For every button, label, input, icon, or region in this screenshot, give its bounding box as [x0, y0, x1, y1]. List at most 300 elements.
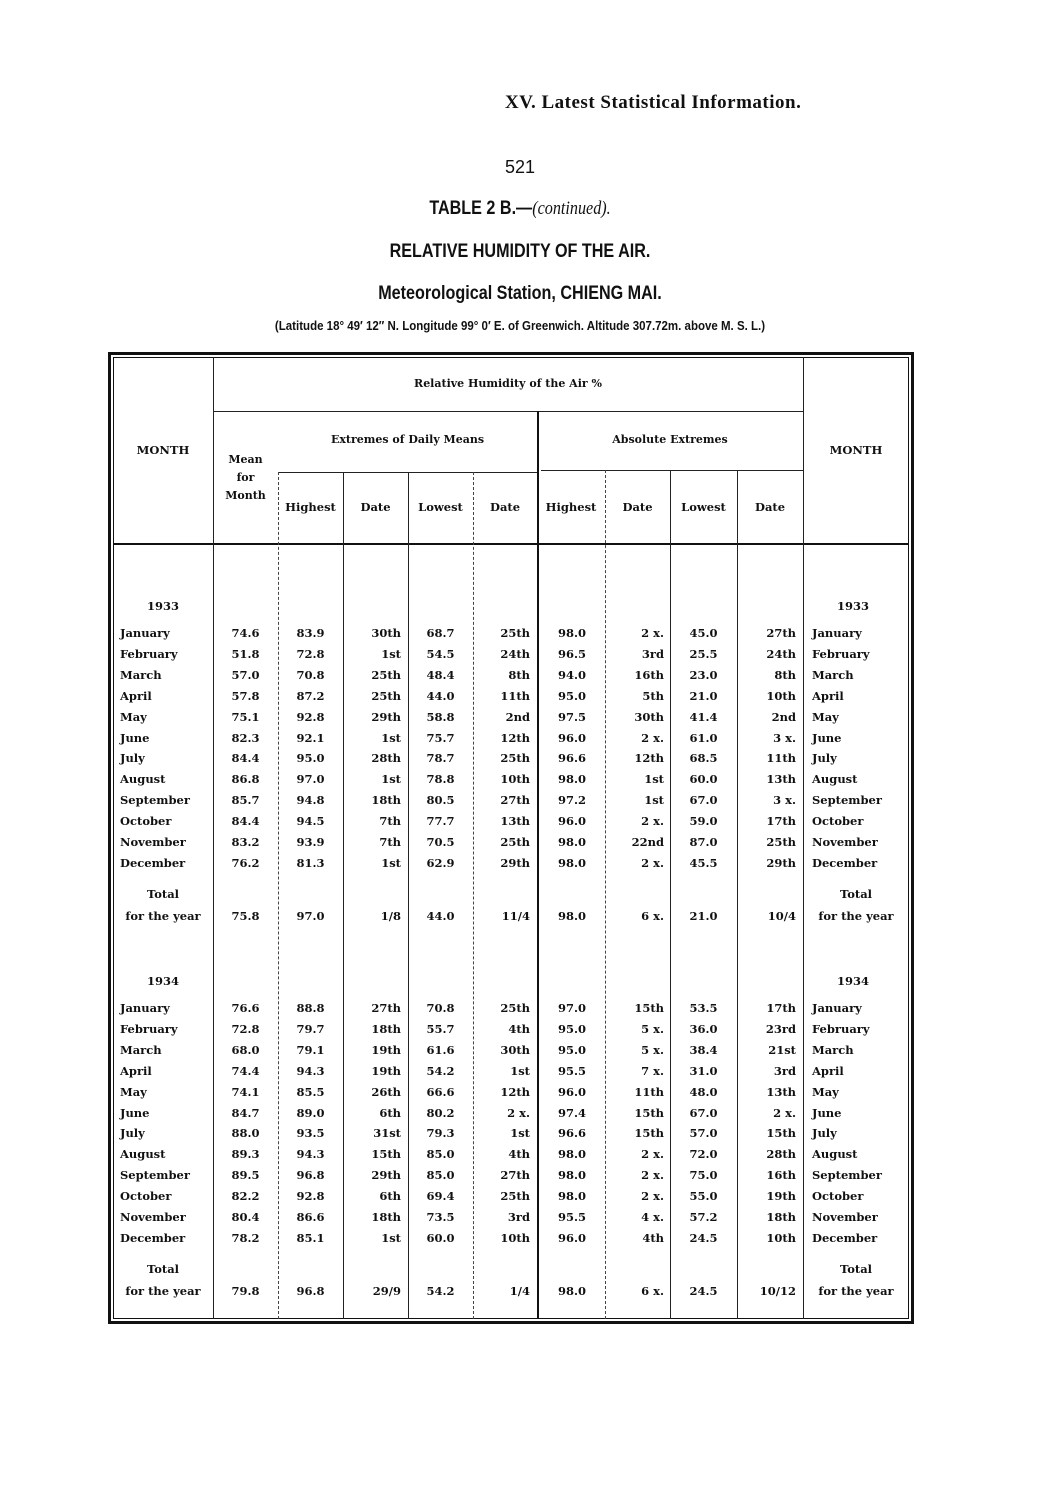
cell-daily-highest-date: 29th [371, 709, 401, 724]
cell-daily-highest: 94.3 [296, 1147, 325, 1162]
cell-abs-highest-date: 15th [634, 1105, 664, 1120]
cell-abs-lowest-date: 28th [766, 1147, 796, 1162]
total-cell-abs-highest: 98.0 [557, 908, 586, 923]
cell-daily-highest: 94.3 [296, 1063, 325, 1078]
cell-abs-lowest: 68.5 [689, 751, 718, 766]
cell-daily-lowest-date: 12th [500, 1084, 530, 1099]
header-month-left: MONTH [136, 443, 190, 457]
header-daily-highest: Highest [285, 500, 336, 514]
cell-mean: 84.4 [231, 814, 260, 829]
month-label-right: July [812, 751, 837, 766]
cell-abs-highest: 98.0 [557, 772, 586, 787]
cell-abs-highest-date: 16th [634, 667, 664, 682]
cell-mean: 80.4 [231, 1210, 260, 1224]
header-mean-line3: Month [225, 489, 266, 502]
header-abs-highest: Highest [545, 500, 597, 514]
table-title: RELATIVE HUMIDITY OF THE AIR. [389, 241, 651, 262]
cell-mean: 83.2 [231, 835, 260, 849]
cell-mean: 82.3 [231, 730, 260, 745]
cell-daily-lowest-date: 10th [500, 1230, 530, 1245]
cell-abs-lowest: 48.0 [689, 1084, 718, 1099]
cell-abs-lowest: 25.5 [689, 646, 718, 661]
cell-daily-highest-date: 7th [379, 814, 401, 829]
cell-mean: 84.4 [231, 751, 260, 766]
cell-daily-highest-date: 18th [371, 1210, 401, 1224]
cell-daily-highest: 97.0 [296, 772, 325, 787]
cell-abs-highest: 95.0 [557, 1021, 586, 1036]
cell-abs-lowest-date: 17th [766, 1001, 796, 1015]
cell-daily-highest-date: 25th [371, 688, 401, 703]
cell-daily-highest: 95.0 [296, 751, 325, 766]
cell-daily-highest: 93.5 [296, 1126, 325, 1141]
month-label-right: September [812, 1168, 882, 1183]
month-label-right: February [812, 1021, 870, 1036]
cell-abs-lowest: 41.4 [689, 709, 718, 724]
cell-abs-highest: 96.0 [557, 814, 586, 829]
cell-abs-lowest-date: 18th [766, 1210, 796, 1224]
cell-daily-lowest: 44.0 [426, 688, 455, 703]
cell-daily-lowest-date: 2nd [505, 709, 530, 724]
cell-daily-lowest: 54.2 [426, 1063, 455, 1078]
cell-daily-highest: 94.8 [296, 793, 325, 808]
page-number: 521 [504, 157, 536, 177]
cell-abs-lowest-date: 2 x. [773, 1105, 796, 1120]
cell-daily-lowest-date: 1st [510, 1063, 530, 1078]
month-label-left: November [120, 835, 186, 849]
cell-abs-highest: 97.5 [557, 709, 586, 724]
cell-daily-lowest: 78.7 [426, 751, 455, 766]
total-cell-daily-lowest-date: 11/4 [501, 908, 530, 923]
header-mean-line1: Mean [228, 453, 263, 466]
cell-abs-lowest-date: 10th [766, 688, 796, 703]
cell-daily-highest: 96.8 [296, 1168, 325, 1183]
table-label [78, 198, 962, 220]
running-head: XV. Latest Statistical Information. [505, 92, 802, 113]
cell-daily-highest-date: 1st [381, 646, 401, 661]
cell-abs-highest-date: 2 x. [641, 855, 664, 870]
cell-daily-highest-date: 19th [371, 1063, 401, 1078]
header-absolute-extremes: Absolute Extremes [612, 433, 728, 446]
cell-abs-lowest-date: 25th [766, 835, 796, 849]
cell-abs-lowest: 31.0 [689, 1063, 718, 1078]
total-label-line2-left: for the year [125, 1283, 201, 1298]
cell-abs-highest-date: 22nd [631, 835, 664, 849]
header-relative-humidity: Relative Humidity of the Air % [414, 377, 602, 390]
total-label-line1-left: Total [146, 886, 180, 901]
header-daily-lowest-date: Date [489, 500, 521, 514]
cell-abs-highest-date: 2 x. [641, 1168, 664, 1183]
cell-mean: 74.6 [231, 626, 260, 640]
cell-abs-highest: 95.0 [557, 1042, 586, 1057]
header-divider-absolute [541, 470, 803, 471]
header-extremes-daily-means: Extremes of Daily Means [330, 433, 485, 446]
cell-abs-lowest-date: 19th [766, 1189, 796, 1204]
cell-daily-highest: 81.3 [296, 855, 325, 870]
month-label-left: June [120, 730, 150, 745]
month-label-left: January [120, 1001, 170, 1015]
month-label-left: March [120, 667, 162, 682]
cell-daily-highest: 72.8 [296, 646, 325, 661]
cell-daily-lowest-date: 13th [500, 814, 530, 829]
month-label-right: January [812, 1001, 862, 1015]
cell-abs-lowest: 57.0 [689, 1126, 718, 1141]
month-label-right: August [812, 772, 858, 787]
cell-abs-highest: 96.0 [557, 1084, 586, 1099]
month-label-left: May [120, 1084, 147, 1099]
cell-daily-lowest-date: 29th [500, 855, 530, 870]
cell-daily-lowest: 48.4 [426, 667, 455, 682]
cell-abs-lowest-date: 2nd [771, 709, 796, 724]
cell-abs-lowest-date: 11th [766, 751, 796, 766]
cell-abs-lowest-date: 13th [766, 772, 796, 787]
cell-daily-highest-date: 1st [381, 772, 401, 787]
cell-abs-highest: 96.6 [557, 1126, 586, 1141]
cell-daily-highest: 92.8 [296, 709, 325, 724]
cell-abs-highest: 98.0 [557, 1189, 586, 1204]
cell-abs-lowest-date: 23rd [765, 1021, 796, 1036]
cell-daily-highest-date: 6th [379, 1189, 401, 1204]
month-label-left: March [120, 1042, 162, 1057]
cell-mean: 78.2 [231, 1230, 260, 1245]
cell-daily-highest: 92.8 [296, 1189, 325, 1204]
cell-abs-highest: 97.4 [557, 1105, 586, 1120]
cell-daily-highest: 83.9 [296, 626, 325, 640]
cell-daily-highest: 70.8 [296, 667, 325, 682]
cell-daily-lowest-date: 25th [500, 835, 530, 849]
month-label-left: July [120, 751, 145, 766]
cell-abs-lowest: 61.0 [689, 730, 718, 745]
cell-mean: 82.2 [231, 1189, 260, 1204]
cell-mean: 57.8 [231, 688, 260, 703]
cell-daily-lowest: 77.7 [426, 814, 455, 829]
cell-daily-lowest-date: 4th [508, 1021, 530, 1036]
month-label-left: July [120, 1126, 145, 1141]
header-abs-lowest-date: Date [754, 500, 786, 514]
month-label-right: December [812, 855, 878, 870]
cell-daily-highest-date: 28th [371, 751, 401, 766]
month-label-right: August [812, 1147, 858, 1162]
cell-daily-lowest: 61.6 [426, 1042, 455, 1057]
cell-abs-lowest-date: 27th [766, 626, 796, 640]
cell-daily-lowest-date: 25th [500, 626, 530, 640]
cell-daily-highest-date: 1st [381, 1230, 401, 1245]
month-label-right: November [812, 835, 878, 849]
total-cell-mean: 79.8 [231, 1283, 260, 1298]
cell-daily-highest-date: 18th [371, 1021, 401, 1036]
cell-abs-lowest: 38.4 [689, 1042, 718, 1057]
cell-mean: 72.8 [231, 1021, 260, 1036]
cell-abs-lowest-date: 24th [766, 646, 796, 661]
cell-daily-highest: 85.1 [296, 1230, 325, 1245]
cell-abs-highest-date: 12th [634, 751, 664, 766]
cell-abs-highest-date: 4 x. [641, 1210, 664, 1224]
cell-abs-highest: 98.0 [557, 855, 586, 870]
table-number: TABLE 2 B.— [429, 198, 533, 219]
cell-daily-lowest: 78.8 [426, 772, 455, 787]
cell-daily-highest-date: 29th [371, 1168, 401, 1183]
cell-mean: 89.5 [231, 1168, 260, 1183]
month-label-left: September [120, 1168, 190, 1183]
cell-daily-lowest: 79.3 [426, 1126, 455, 1141]
cell-abs-highest-date: 2 x. [641, 814, 664, 829]
cell-abs-highest: 94.0 [557, 667, 586, 682]
cell-daily-highest: 92.1 [296, 730, 325, 745]
cell-daily-lowest: 54.5 [426, 646, 455, 661]
total-cell-abs-lowest-date: 10/12 [759, 1283, 796, 1298]
cell-abs-highest-date: 2 x. [641, 626, 664, 640]
month-label-left: June [120, 1105, 150, 1120]
cell-mean: 75.1 [231, 709, 260, 724]
cell-daily-lowest-date: 25th [500, 1189, 530, 1204]
cell-abs-highest-date: 5th [642, 688, 664, 703]
cell-mean: 88.0 [231, 1126, 260, 1141]
cell-abs-lowest-date: 15th [766, 1126, 796, 1141]
header-abs-highest-date: Date [622, 500, 653, 514]
cell-daily-lowest-date: 12th [500, 730, 530, 745]
month-label-right: March [812, 1042, 854, 1057]
cell-abs-highest-date: 15th [634, 1001, 664, 1015]
cell-mean: 89.3 [231, 1147, 260, 1162]
cell-daily-lowest: 73.5 [426, 1210, 455, 1224]
cell-daily-highest: 88.8 [296, 1001, 325, 1015]
cell-daily-lowest: 66.6 [426, 1084, 455, 1099]
cell-abs-lowest-date: 8th [774, 667, 796, 682]
month-label-right: September [812, 793, 882, 808]
month-label-left: April [120, 688, 152, 703]
month-label-right: February [812, 646, 870, 661]
cell-daily-highest: 87.2 [296, 688, 325, 703]
cell-daily-lowest-date: 30th [500, 1042, 530, 1057]
cell-daily-lowest-date: 4th [508, 1147, 530, 1162]
station-name: Meteorological Station, CHIENG MAI. [378, 283, 662, 304]
station-coordinates: (Latitude 18° 49′ 12″ N. Longitude 99° 0′ E. of Greenwich. Altitude 307.72m. above M. S. L.) [274, 319, 766, 333]
cell-abs-highest: 97.2 [557, 793, 586, 808]
cell-daily-lowest-date: 25th [500, 1001, 530, 1015]
cell-daily-lowest: 60.0 [426, 1230, 455, 1245]
month-label-right: June [812, 730, 842, 745]
month-label-right: July [812, 1126, 837, 1141]
month-label-right: March [812, 667, 854, 682]
total-label-line1-right: Total [839, 886, 873, 901]
cell-abs-highest-date: 5 x. [641, 1042, 664, 1057]
cell-daily-lowest: 75.7 [426, 730, 455, 745]
cell-mean: 68.0 [231, 1042, 260, 1057]
header-daily-lowest: Lowest [418, 500, 463, 514]
cell-daily-highest: 94.5 [296, 814, 325, 829]
month-label-left: February [120, 1021, 178, 1036]
cell-abs-lowest-date: 10th [766, 1230, 796, 1245]
cell-daily-highest-date: 25th [371, 667, 401, 682]
cell-abs-lowest: 87.0 [689, 835, 718, 849]
header-month-right: MONTH [829, 443, 883, 457]
cell-abs-highest-date: 11th [634, 1084, 664, 1099]
cell-abs-highest: 98.0 [557, 626, 586, 640]
cell-abs-lowest-date: 3rd [773, 1063, 796, 1078]
cell-abs-lowest: 45.0 [689, 626, 718, 640]
cell-daily-highest-date: 19th [371, 1042, 401, 1057]
cell-abs-highest: 98.0 [557, 1147, 586, 1162]
cell-abs-lowest: 45.5 [689, 855, 718, 870]
month-label-right: December [812, 1230, 878, 1245]
month-label-left: October [120, 814, 172, 829]
cell-daily-lowest: 62.9 [426, 855, 455, 870]
total-label-line1-left: Total [146, 1261, 180, 1276]
month-label-left: November [120, 1210, 186, 1224]
cell-daily-highest-date: 15th [371, 1147, 401, 1162]
cell-abs-lowest: 23.0 [689, 667, 718, 682]
cell-daily-lowest: 68.7 [426, 626, 455, 640]
month-label-left: October [120, 1189, 172, 1204]
cell-abs-highest: 98.0 [557, 1168, 586, 1183]
month-label-right: October [812, 814, 864, 829]
cell-daily-lowest-date: 1st [510, 1126, 530, 1141]
cell-daily-lowest: 69.4 [426, 1189, 455, 1204]
cell-daily-lowest-date: 25th [500, 751, 530, 766]
cell-abs-highest-date: 1st [644, 793, 664, 808]
cell-abs-lowest: 67.0 [689, 793, 718, 808]
month-label-right: October [812, 1189, 864, 1204]
month-label-left: December [120, 855, 186, 870]
month-label-left: August [120, 772, 166, 787]
cell-daily-lowest: 80.2 [426, 1105, 455, 1120]
cell-daily-lowest-date: 24th [500, 646, 530, 661]
cell-abs-highest: 97.0 [557, 1001, 586, 1015]
cell-abs-highest: 95.0 [557, 688, 586, 703]
cell-abs-lowest: 21.0 [689, 688, 718, 703]
cell-daily-highest: 86.6 [296, 1210, 325, 1224]
cell-abs-highest-date: 4th [642, 1230, 664, 1245]
cell-abs-highest: 96.0 [557, 730, 586, 745]
cell-daily-highest-date: 7th [379, 835, 401, 849]
month-label-right: November [812, 1210, 878, 1224]
cell-daily-highest-date: 27th [371, 1001, 401, 1015]
cell-abs-highest-date: 7 x. [641, 1063, 664, 1078]
cell-mean: 51.8 [231, 646, 260, 661]
cell-abs-highest-date: 2 x. [641, 730, 664, 745]
total-cell-daily-lowest: 44.0 [426, 908, 455, 923]
month-label-left: August [120, 1147, 166, 1162]
total-cell-daily-highest-date: 1/8 [380, 908, 401, 923]
total-cell-abs-lowest: 21.0 [689, 908, 718, 923]
cell-abs-highest: 96.5 [557, 646, 586, 661]
month-label-right: April [812, 688, 844, 703]
cell-abs-highest: 96.0 [557, 1230, 586, 1245]
cell-daily-highest-date: 1st [381, 730, 401, 745]
cell-daily-lowest-date: 8th [508, 667, 530, 682]
cell-daily-lowest: 70.5 [426, 835, 455, 849]
cell-abs-highest-date: 1st [644, 772, 664, 787]
cell-daily-highest: 85.5 [296, 1084, 325, 1099]
cell-abs-lowest-date: 3 x. [773, 730, 796, 745]
month-label-right: May [812, 709, 839, 724]
cell-daily-lowest: 58.8 [426, 709, 455, 724]
header-mean-line2: for [236, 471, 255, 484]
total-cell-mean: 75.8 [231, 908, 260, 923]
month-label-right: June [812, 1105, 842, 1120]
cell-abs-highest: 95.5 [557, 1210, 586, 1224]
cell-daily-lowest-date: 10th [500, 772, 530, 787]
year-label-left: 1933 [146, 599, 179, 613]
header-mean-for-month [213, 451, 278, 505]
cell-mean: 74.1 [231, 1084, 260, 1099]
cell-mean: 84.7 [231, 1105, 260, 1120]
cell-mean: 74.4 [231, 1063, 260, 1078]
cell-daily-highest-date: 26th [371, 1084, 401, 1099]
total-cell-daily-lowest: 54.2 [426, 1283, 455, 1298]
cell-abs-lowest: 59.0 [689, 814, 718, 829]
cell-daily-highest-date: 31st [373, 1126, 401, 1141]
cell-abs-lowest: 67.0 [689, 1105, 718, 1120]
cell-daily-lowest: 55.7 [426, 1021, 455, 1036]
total-cell-daily-lowest-date: 1/4 [509, 1283, 530, 1298]
table-continued: (continued). [532, 198, 611, 219]
cell-abs-lowest: 53.5 [689, 1001, 718, 1015]
cell-abs-highest-date: 2 x. [641, 1189, 664, 1204]
month-label-right: May [812, 1084, 839, 1099]
cell-mean: 57.0 [231, 667, 260, 682]
cell-abs-lowest: 24.5 [689, 1230, 718, 1245]
month-label-left: September [120, 793, 190, 808]
year-label-right: 1934 [836, 974, 869, 988]
col-rule-month-right [803, 357, 804, 1319]
cell-abs-lowest: 57.2 [689, 1210, 718, 1224]
cell-abs-lowest: 36.0 [689, 1021, 718, 1036]
cell-daily-lowest-date: 27th [500, 793, 530, 808]
total-cell-abs-highest-date: 6 x. [641, 908, 664, 923]
cell-daily-highest: 79.7 [296, 1021, 325, 1036]
total-cell-abs-lowest-date: 10/4 [767, 908, 796, 923]
year-label-right: 1933 [836, 599, 869, 613]
cell-daily-highest-date: 18th [371, 793, 401, 808]
month-label-left: January [120, 626, 170, 640]
cell-daily-lowest: 85.0 [426, 1168, 455, 1183]
year-label-left: 1934 [146, 974, 179, 988]
cell-mean: 76.2 [231, 855, 260, 870]
cell-abs-lowest-date: 29th [766, 855, 796, 870]
cell-abs-highest: 98.0 [557, 835, 586, 849]
cell-daily-highest: 79.1 [296, 1042, 325, 1057]
cell-daily-highest: 93.9 [296, 835, 325, 849]
month-label-left: December [120, 1230, 186, 1245]
header-bottom-rule [113, 543, 909, 545]
total-cell-abs-highest: 98.0 [557, 1283, 586, 1298]
cell-daily-lowest-date: 3rd [507, 1210, 530, 1224]
total-label-line1-right: Total [839, 1261, 873, 1276]
total-cell-daily-highest: 96.8 [296, 1283, 325, 1298]
cell-abs-lowest: 72.0 [689, 1147, 718, 1162]
cell-daily-lowest-date: 27th [500, 1168, 530, 1183]
month-label-left: April [120, 1063, 152, 1078]
cell-abs-highest-date: 5 x. [641, 1021, 664, 1036]
month-label-left: May [120, 709, 147, 724]
cell-mean: 86.8 [231, 772, 260, 787]
cell-abs-lowest: 60.0 [689, 772, 718, 787]
month-label-left: February [120, 646, 178, 661]
cell-abs-highest-date: 2 x. [641, 1147, 664, 1162]
cell-daily-highest-date: 1st [381, 855, 401, 870]
header-divider-main [213, 411, 803, 412]
cell-abs-lowest-date: 17th [766, 814, 796, 829]
cell-abs-lowest: 55.0 [689, 1189, 718, 1204]
total-label-line2-right: for the year [818, 1283, 894, 1298]
total-label-line2-left: for the year [125, 908, 201, 923]
total-cell-daily-highest: 97.0 [296, 908, 325, 923]
total-cell-abs-lowest: 24.5 [689, 1283, 718, 1298]
cell-abs-highest-date: 30th [634, 709, 664, 724]
cell-abs-highest: 95.5 [557, 1063, 586, 1078]
cell-abs-highest-date: 3rd [641, 646, 664, 661]
cell-abs-highest: 96.6 [557, 751, 586, 766]
